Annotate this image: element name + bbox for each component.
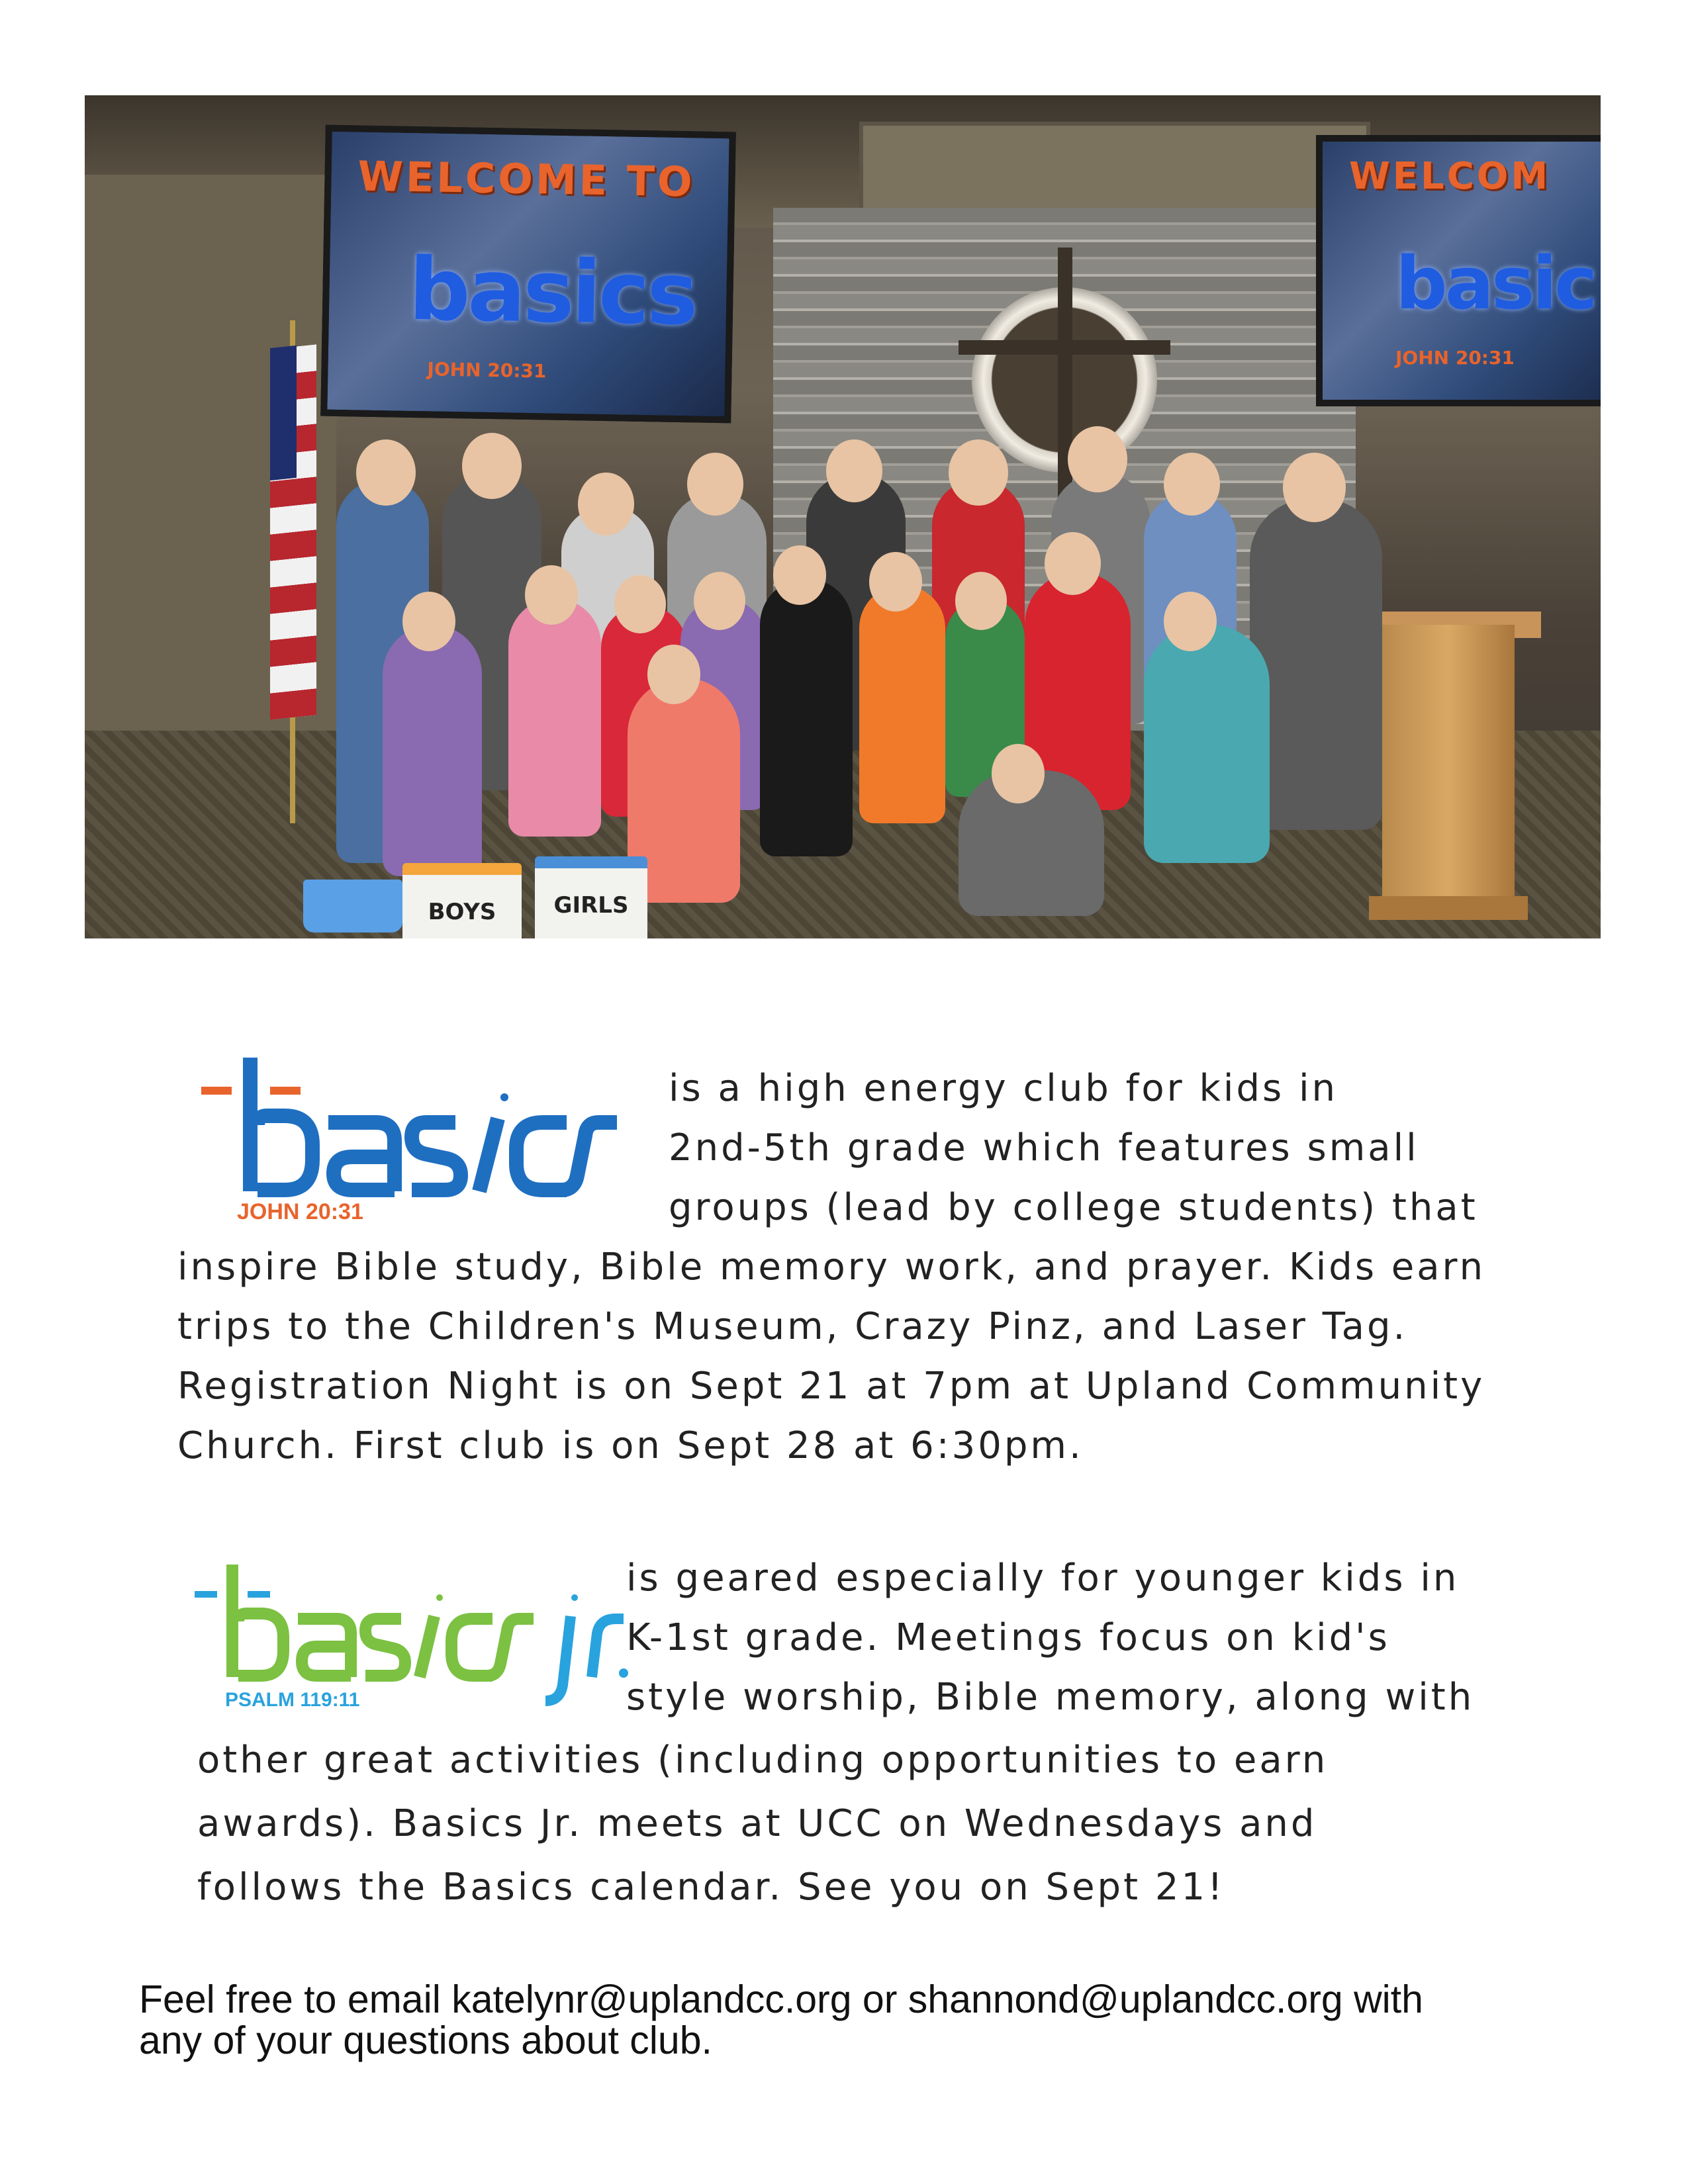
person-head	[773, 545, 826, 605]
text-line: Registration Night is on Sept 21 at 7pm at Upland Community	[177, 1365, 1485, 1408]
person-head	[356, 439, 416, 506]
person-head	[869, 552, 922, 612]
group-of-kids	[310, 400, 1435, 916]
boys-bucket-label: BOYS	[428, 899, 496, 925]
person	[859, 585, 945, 823]
girls-bucket-label: GIRLS	[553, 892, 629, 919]
projection-screen-left	[320, 125, 736, 424]
person-head	[694, 572, 745, 630]
text-line: other great activities (including opportunities to earn	[197, 1739, 1329, 1782]
person-head	[1068, 426, 1127, 492]
screen-basics-logo: basic	[1395, 241, 1595, 326]
contact-line: Feel free to email katelynr@uplandcc.org or shannond@uplandcc.org with	[139, 1978, 1423, 2021]
person-head	[1164, 453, 1220, 516]
person-head	[1045, 532, 1101, 595]
boys-bucket	[402, 863, 522, 938]
text-line: 2nd-5th grade which features small	[669, 1126, 1419, 1169]
logo-accent-dash	[248, 1591, 270, 1598]
person	[383, 625, 482, 876]
contact-info	[139, 1979, 1423, 2061]
person-head	[992, 744, 1045, 803]
screen-verse-text: JOHN 20:31	[427, 358, 547, 383]
person-head	[1164, 592, 1217, 651]
person	[760, 578, 853, 856]
person-head	[687, 453, 743, 516]
logo-accent-dash	[195, 1591, 217, 1598]
screen-basics-logo: basics	[408, 238, 697, 345]
basics-jr-description-top	[626, 1549, 1474, 1727]
girls-bucket	[535, 856, 647, 938]
person-head	[614, 575, 666, 633]
text-line: K-1st grade. Meetings focus on kid's	[626, 1616, 1390, 1659]
screen-welcome-text: WELCOM	[1349, 155, 1551, 198]
text-line: follows the Basics calendar. See you on Sept 21!	[197, 1866, 1225, 1909]
person-head	[1283, 453, 1346, 522]
flag-canton	[270, 345, 297, 480]
basics-description-bottom	[177, 1238, 1485, 1476]
text-line: is geared especially for younger kids in	[626, 1557, 1460, 1600]
person-head	[402, 592, 455, 651]
projection-screen-right	[1316, 135, 1601, 406]
text-line: is a high energy club for kids in	[669, 1067, 1338, 1110]
text-line: style worship, Bible memory, along with	[626, 1676, 1475, 1719]
person	[508, 598, 601, 837]
blue-bin	[303, 880, 402, 933]
person	[1250, 499, 1382, 830]
logo-accent-dash	[270, 1087, 301, 1095]
wall-panel	[859, 122, 1370, 216]
group-photo	[85, 95, 1601, 938]
person-head	[578, 473, 634, 535]
screen-verse-text: JOHN 20:31	[1395, 347, 1515, 369]
person	[1144, 625, 1270, 863]
text-line: inspire Bible study, Bible memory work, and prayer. Kids earn	[177, 1246, 1486, 1289]
basics-description-top	[669, 1059, 1478, 1238]
text-line: Church. First club is on Sept 28 at 6:30pm.	[177, 1424, 1084, 1467]
basics-logo	[199, 1052, 622, 1224]
person-head	[955, 572, 1007, 630]
person-head	[647, 645, 700, 704]
basics-logo-verse: JOHN 20:31	[237, 1199, 363, 1224]
person-head	[826, 439, 882, 502]
basics-jr-logo	[192, 1555, 629, 1707]
text-line: groups (lead by college students) that	[669, 1186, 1478, 1229]
basics-jr-logo-verse: PSALM 119:11	[225, 1689, 360, 1707]
person-head	[462, 433, 522, 499]
logo-accent-dash	[201, 1087, 232, 1095]
person-head	[525, 565, 578, 625]
screen-welcome-text: WELCOME TO	[357, 152, 696, 206]
contact-line: any of your questions about club.	[139, 2019, 712, 2062]
text-line: awards). Basics Jr. meets at UCC on Wednesdays and	[197, 1802, 1317, 1845]
text-line: trips to the Children's Museum, Crazy Pinz, and Laser Tag.	[177, 1305, 1408, 1348]
person-head	[949, 439, 1008, 506]
basics-jr-description-bottom	[197, 1729, 1328, 1919]
